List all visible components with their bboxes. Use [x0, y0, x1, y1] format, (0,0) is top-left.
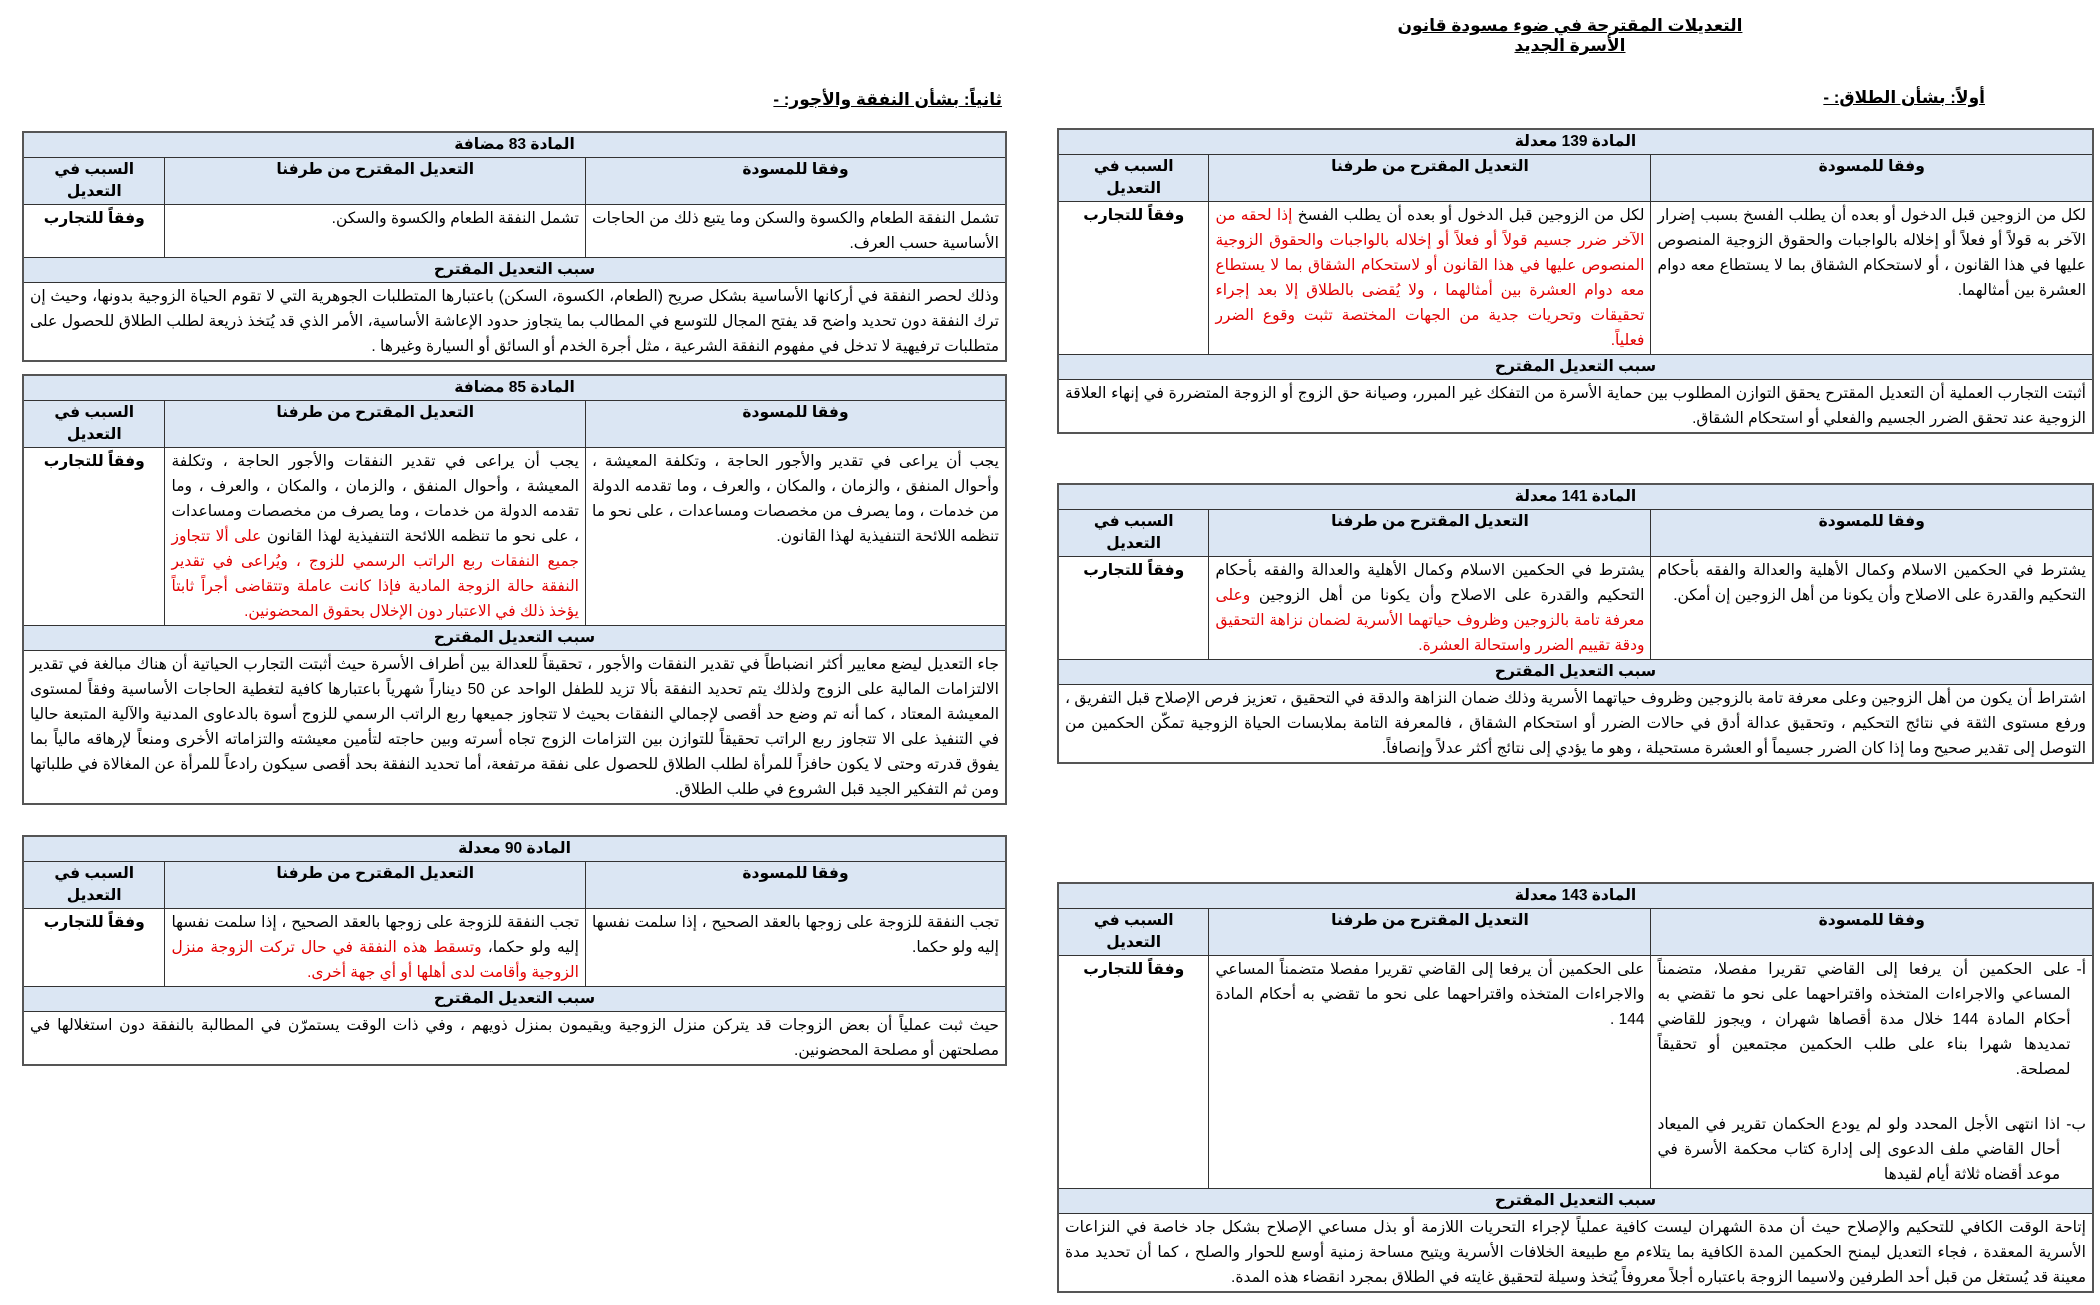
- article-139-table: [1057, 128, 2094, 434]
- article-title: المادة 90 معدلة: [23, 836, 1006, 862]
- column-header-reason: السبب في التعديل: [1058, 909, 1209, 956]
- reason-text: وفقاً للتجارب: [23, 205, 165, 258]
- justification-text: إتاحة الوقت الكافي للتحكيم والإصلاح حيث أن مدة الشهران ليست كافية عملياً لإجراء التحريات اللازمة أو بذل مساعي الإصلاح بشكل جاد خاصة في النزاعات الأسرية المعقدة ، فجاء التعديل ليمنح الحكمين المدة الكافية بما يتلاءم مع طبيعة الخلافات الأسرية ويتيح مساحة زمنية أوسع للحوار والصلح ، كما أن تحديد مدة معينة قد يُستغل من قبل أحد الطرفين ولاسيما الزوجة باعتباره أجلاً معروفاً يُتخذ وسيلة لتحقيق غايته في الطلاق بمجرد انقضاء هذه المدة.: [1058, 1214, 2093, 1293]
- column-header-draft: وفقا للمسودة: [585, 401, 1006, 448]
- article-title: المادة 85 مضافة: [23, 375, 1006, 401]
- column-header-reason: السبب في التعديل: [1058, 155, 1209, 202]
- draft-item: [1657, 957, 2086, 1082]
- column-header-draft: وفقا للمسودة: [1651, 510, 2093, 557]
- justification-header: سبب التعديل المقترح: [1058, 355, 2093, 380]
- draft-item: [1657, 1112, 2086, 1187]
- reason-text: وفقاً للتجارب: [1058, 202, 1209, 355]
- justification-header: سبب التعديل المقترح: [23, 258, 1006, 283]
- reason-text: وفقاً للتجارب: [1058, 956, 1209, 1189]
- article-143-table: [1057, 882, 2094, 1293]
- proposed-text-unchanged: يشترط في الحكمين الاسلام وكمال الأهلية والعدالة والفقه بأحكام التحكيم والقدرة على الاصلاح وأن يكونا من أهل الزوجين: [1215, 562, 1645, 604]
- proposed-text: [1209, 202, 1651, 355]
- column-header-draft: وفقا للمسودة: [585, 862, 1006, 909]
- article-83-table: [22, 131, 1007, 362]
- proposed-text: [1209, 557, 1651, 660]
- article-90-table: [22, 835, 1007, 1066]
- document-title: التعديلات المقترحة في ضوء مسودة قانون الأسرة الجديد: [1397, 16, 1743, 55]
- column-header-proposed: التعديل المقترح من طرفنا: [165, 862, 586, 909]
- draft-text: تجب النفقة للزوجة على زوجها بالعقد الصحيح ، إذا سلمت نفسها إليه ولو حكما.: [585, 909, 1006, 987]
- item-text: اذا انتهى الأجل المحدد ولو لم يودع الحكمان تقرير في الميعاد أحال القاضي ملف الدعوى إلى إدارة كتاب محكمة الأسرة في موعد أقضاه ثلاثة أيام لقيدها: [1657, 1116, 2061, 1183]
- column-header-draft: وفقا للمسودة: [1651, 155, 2093, 202]
- proposed-text-unchanged: يجب أن يراعى في تقدير النفقات والأجور الحاجة ، وتكلفة المعيشة ، وأحوال المنفق ، والزمان ، والمكان ، والعرف ، وما تقدمه الدولة من خدمات ، وما يصرف من مخصصات ومساعدات ، على نحو ما تنظمه اللائحة التنفيذية لهذا القانون: [171, 453, 579, 545]
- article-title: المادة 141 معدلة: [1058, 484, 2093, 510]
- draft-text: [1651, 956, 2093, 1189]
- justification-text: اشتراط أن يكون من أهل الزوجين وعلى معرفة تامة بالزوجين وظروف حياتهما الأسرية وذلك ضمان النزاهة والدقة في التحقيق ، تعزيز فرص الإصلاح قبل التفريق ، ورفع مستوى الثقة في نتائج التحكيم ، وتحقيق عدالة أدق في حالات الضرر أو استحكام الشقاق ، فالمعرفة التامة بملابسات الحياة الزوجية تمكّن الحكمين من التوصل إلى تقدير صحيح وما إذا كان الضرر جسيماً أو العشرة مستحيلة ، وهو ما يؤدي إلى نتائج أكثر عدلاً وإنصافاً.: [1058, 685, 2093, 764]
- draft-text: لكل من الزوجين قبل الدخول أو بعده أن يطلب الفسخ بسبب إضرار الآخر به قولاً أو فعلاً أو إخلاله بالواجبات والحقوق الزوجية المنصوص عليها في هذا القانون ، أو لاستحكام الشقاق بما لا يستطاع معه دوام العشرة بين أمثالهما.: [1651, 202, 2093, 355]
- section-heading-alimony: ثانياً: بشأن النفقة والأجور: -: [773, 90, 1002, 109]
- justification-text: جاء التعديل ليضع معايير أكثر انضباطاً في تقدير النفقات والأجور ، تحقيقاً للعدالة بين أطراف الأسرة حيث أثبتت التجارب الحياتية أن هناك مبالغة في تقدير الالتزامات المالية على الزوج ولذلك يتم تحديد النفقة بألا تزيد للطفل الواحد عن 50 ديناراً شهرياً باعتبارها كافية لتغطية الحاجات الأساسية وفقاً لمستوى المعيشة المعتاد ، كما أنه تم وضع حد أقصى لإجمالي النفقات بحيث لا تتجاوز جميعها ربع الراتب الرسمي للزوج أسوة بالدعاوى المدنية والآلية المتبعة حاليا في التنفيذ على الا تتجاوز ربع الراتب تحقيقاً للتوازن بين التزامات الزوج تجاه أسرته وبين حاجته لتأمين معيشته والتزاماته الأخرى ومنعاً لإرهاقه مالياً بما يفوق قدرته وحتى لا يكون حافزاً للمرأة لطلب الطلاق للحصول على نفقة مرتفعة، أما تحديد النفقة بحد أقصى سيكون رادعاً للمرأة عن المغالاة في طلباتها ومن ثم التفكير الجيد قبل الشروع في طلب الطلاق.: [23, 651, 1006, 805]
- proposed-text-added: على ألا تتجاوز جميع النفقات ربع الراتب الرسمي للزوج ، ويُراعى في تقدير النفقة حالة الزوجة المادية فإذا كانت عاملة وتتقاضى أجراً ثابتاً يؤخذ ذلك في الاعتبار دون الإخلال بحقوق المحضونين.: [171, 528, 579, 620]
- reason-text: وفقاً للتجارب: [1058, 557, 1209, 660]
- column-header-reason: السبب في التعديل: [23, 862, 165, 909]
- proposed-text: [165, 909, 586, 987]
- article-85-table: [22, 374, 1007, 805]
- item-text: على الحكمين أن يرفعا إلى القاضي تقريرا مفصلا، متضمناً المساعي والاجراءات المتخذه واقتراحهما على نحو ما تقضي به أحكام المادة 144 خلال مدة أقصاها شهران ، ويجوز للقاضي تمديدها شهرا بناء على طلب الحكمين مجتمعين أو تحقيقاً لمصلحة.: [1657, 961, 2071, 1078]
- item-letter: ب-: [2066, 1116, 2086, 1133]
- column-header-reason: السبب في التعديل: [23, 401, 165, 448]
- proposed-text-unchanged: على الحكمين أن يرفعا إلى القاضي تقريرا مفصلا متضمناً المساعي والاجراءات المتخذه واقتراحهما على نحو ما تقضي به أحكام المادة 144 .: [1215, 961, 1645, 1028]
- column-header-proposed: التعديل المقترح من طرفنا: [1209, 909, 1651, 956]
- draft-text: تشمل النفقة الطعام والكسوة والسكن وما يتبع ذلك من الحاجات الأساسية حسب العرف.: [585, 205, 1006, 258]
- column-header-reason: السبب في التعديل: [23, 158, 165, 205]
- item-letter: أ-: [2076, 961, 2086, 978]
- column-header-draft: وفقا للمسودة: [585, 158, 1006, 205]
- draft-text: يجب أن يراعى في تقدير والأجور الحاجة ، وتكلفة المعيشة ، وأحوال المنفق ، والزمان ، والمكان ، والعرف ، وما تقدمه الدولة من خدمات ، وما يصرف من مخصصات ومساعدات ، على نحو ما تنظمه اللائحة التنفيذية لهذا القانون.: [585, 448, 1006, 626]
- column-header-proposed: التعديل المقترح من طرفنا: [165, 158, 586, 205]
- justification-header: سبب التعديل المقترح: [23, 626, 1006, 651]
- proposed-text-unchanged: لكل من الزوجين قبل الدخول أو بعده أن يطلب الفسخ: [1292, 207, 1645, 224]
- column-header-proposed: التعديل المقترح من طرفنا: [1209, 155, 1651, 202]
- column-header-proposed: التعديل المقترح من طرفنا: [165, 401, 586, 448]
- justification-text: أثبتت التجارب العملية أن التعديل المقترح يحقق التوازن المطلوب بين حماية الأسرة من التفكك غير المبرر، وصيانة حق الزوج أو الزوجة المتضررة في إنهاء العلاقة الزوجية عند تحقق الضرر الجسيم والفعلي أو استحكام الشقاق.: [1058, 380, 2093, 434]
- column-header-reason: السبب في التعديل: [1058, 510, 1209, 557]
- proposed-text: [165, 448, 586, 626]
- proposed-text: [165, 205, 586, 258]
- justification-text: وذلك لحصر النفقة في أركانها الأساسية بشكل صريح (الطعام، الكسوة، السكن) باعتبارها المتطلبات الجوهرية التي لا تقوم الحياة الزوجية بدونها، وحيث إن ترك النفقة دون تحديد واضح قد يفتح المجال للتوسع في المطالب بما يتجاوز حدود الإعاشة الأساسية، الأمر الذي قد يُتخذ ذريعة لطلب الطلاق للحصول على متطلبات ترفيهية لا تدخل في مفهوم النفقة الشرعية ، مثل أجرة الخدم أو السائق أو السيارة وغيرها .: [23, 283, 1006, 362]
- proposed-text: [1209, 956, 1651, 1189]
- justification-text: حيث ثبت عملياً أن بعض الزوجات قد يتركن منزل الزوجية ويقيمون بمنزل ذويهم ، وفي ذات الوقت يستمرّن في المطالبة بالنفقة دون استغلالها في مصلحتهن أو مصلحة المحضونين.: [23, 1012, 1006, 1066]
- proposed-text-added: وعلى معرفة تامة بالزوجين وظروف حياتهما الأسرية لضمان نزاهة التحقيق ودقة تقييم الضرر واستحالة العشرة.: [1215, 587, 1645, 654]
- article-title: المادة 139 معدلة: [1058, 129, 2093, 155]
- justification-header: سبب التعديل المقترح: [23, 987, 1006, 1012]
- proposed-text-unchanged: تجب النفقة للزوجة على زوجها بالعقد الصحيح ، إذا سلمت نفسها إليه ولو حكما،: [171, 914, 579, 956]
- draft-text: يشترط في الحكمين الاسلام وكمال الأهلية والعدالة والفقه بأحكام التحكيم والقدرة على الاصلاح وأن يكونا من أهل الزوجين إن أمكن.: [1651, 557, 2093, 660]
- proposed-text-added: إذا لحقه من الآخر ضرر جسيم قولاً أو فعلاً أو إخلاله بالواجبات والحقوق الزوجية المنصوص عليها في هذا القانون أو لاستحكام الشقاق بما لا يستطاع معه دوام العشرة بين أمثالهما ، ولا يُقضى بالطلاق إلا بعد إجراء تحقيقات وتحريات جدية من الجهات المختصة تثبت وقوع الضرر فعلياً.: [1215, 207, 1645, 349]
- justification-header: سبب التعديل المقترح: [1058, 660, 2093, 685]
- column-header-proposed: التعديل المقترح من طرفنا: [1209, 510, 1651, 557]
- column-header-draft: وفقا للمسودة: [1651, 909, 2093, 956]
- article-title: المادة 143 معدلة: [1058, 883, 2093, 909]
- proposed-text-added: وتسقط هذه النفقة في حال تركت الزوجة منزل الزوجية وأقامت لدى أهلها أو أي جهة أخرى.: [171, 939, 579, 981]
- article-141-table: [1057, 483, 2094, 764]
- reason-text: وفقاً للتجارب: [23, 909, 165, 987]
- article-title: المادة 83 مضافة: [23, 132, 1006, 158]
- section-heading-divorce: أولاً: بشأن الطلاق: -: [1823, 88, 1985, 107]
- justification-header: سبب التعديل المقترح: [1058, 1189, 2093, 1214]
- reason-text: وفقاً للتجارب: [23, 448, 165, 626]
- proposed-text-unchanged: تشمل النفقة الطعام والكسوة والسكن.: [331, 210, 579, 227]
